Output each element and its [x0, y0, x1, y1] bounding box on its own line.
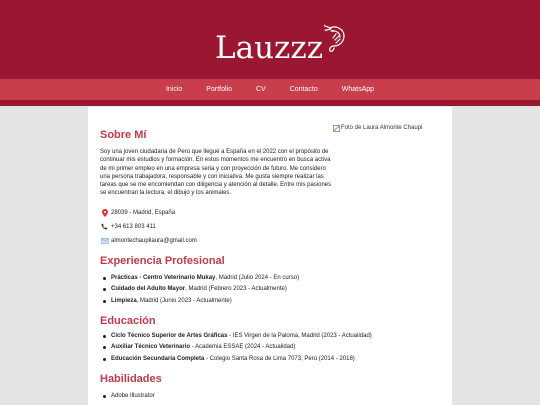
education-list: [108, 331, 448, 365]
nav-link-contacto[interactable]: Contacto: [289, 86, 318, 93]
list-item: Prácticas - Centro Veterinario Mukay, Madrid (Julio 2024 - En curso): [108, 273, 448, 284]
contact-email: [100, 238, 197, 244]
experience-list: [108, 273, 448, 307]
location-text: 28039 - Madrid, España: [111, 210, 176, 216]
section-title-experience: Experiencia Profesional: [100, 255, 225, 267]
phone-icon: [100, 223, 109, 230]
contact-location: [100, 209, 175, 217]
site-header: [0, 0, 540, 79]
profile-photo: [333, 122, 453, 134]
list-item: Adobe Illustrator: [108, 391, 448, 402]
location-pin-icon: [100, 209, 109, 217]
nav-link-cv[interactable]: CV: [255, 86, 266, 93]
logo-text: Lauzzz: [215, 30, 324, 66]
shrimp-icon: [324, 24, 348, 59]
list-item: Limpieza, Madrid (Junio 2023 - Actualmente): [108, 296, 448, 307]
profile-photo-alt: Foto de Laura Almonte Chaupi: [341, 125, 423, 131]
nav-divider: [0, 100, 540, 106]
list-item: Ciclo Técnico Superior de Artes Gráficas - IES Virgen de la Paloma, Madrid (2023 - Actualidad): [108, 331, 448, 342]
cv-card: [88, 107, 452, 405]
skills-list: [108, 391, 448, 402]
about-text: Soy una joven ciudadana de Perú que llegué a España en el 2022 con el propósito de continuar mis estudios y formación. En estos momentos me encuentro en busca activa de mi primer empleo en una empresa seria y con proyección de futuro. Me considero una persona trabajadora, responsable y con iniciativa. Me gusta siempre realizar las tareas que se me encomiendan con diligencia y atención al detalle. Entre mis pasiones se encuentran la lectura, el dibujo y los animales.: [100, 149, 332, 197]
mail-icon: [100, 238, 109, 244]
list-item: Educación Secundaria Completa - Colegio Santa Rosa de Lima 7073, Perú (2014 - 2018): [108, 354, 448, 365]
nav-link-whatsapp[interactable]: WhatsApp: [341, 86, 375, 93]
email-text[interactable]: almontechaupilaura@gmail.com: [111, 238, 197, 244]
nav-link-inicio[interactable]: Inicio: [165, 86, 183, 93]
list-item: Cuidado del Adulto Mayor, Madrid (Febrero 2023 - Actualmente): [108, 284, 448, 295]
site-logo[interactable]: [215, 30, 348, 66]
list-item: Auxiliar Técnico Veterinario - Academia ESSAE (2024 - Actualidad): [108, 342, 448, 353]
phone-text[interactable]: +34 613 803 411: [111, 223, 156, 230]
nav-link-portfolio[interactable]: Portfolio: [206, 86, 232, 93]
broken-image-icon: [333, 125, 340, 132]
section-title-education: Educación: [100, 315, 156, 327]
contact-phone: [100, 223, 156, 230]
section-title-skills: Habilidades: [100, 373, 162, 385]
section-title-about: Sobre Mí: [100, 129, 147, 141]
main-nav: [0, 79, 540, 100]
